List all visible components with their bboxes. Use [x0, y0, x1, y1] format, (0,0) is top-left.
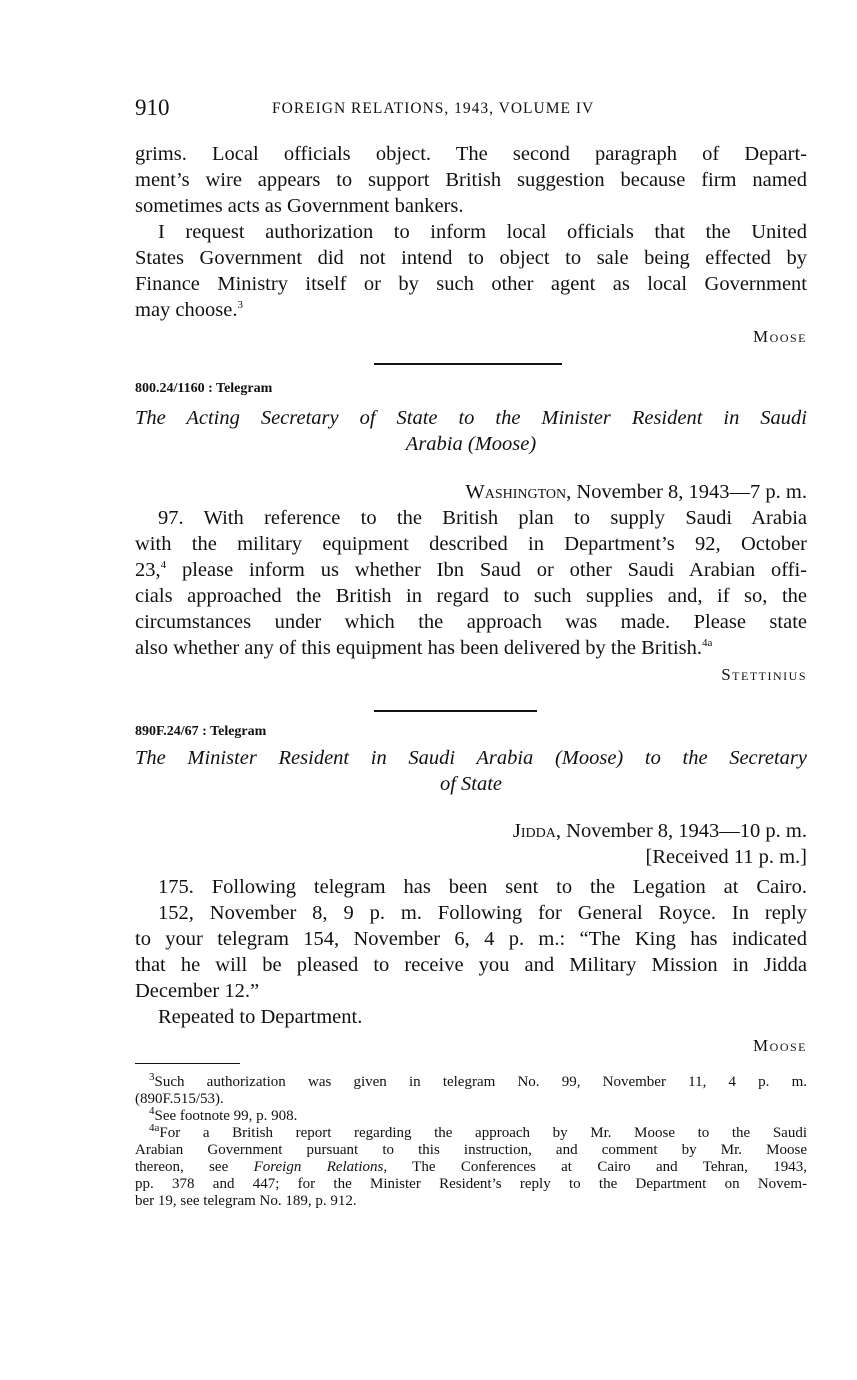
signature-stettinius: [135, 661, 807, 688]
footnote-4: [135, 1105, 807, 1125]
footnote-text: For a British report regarding the approach by Mr. Moose to the Saudi: [159, 1125, 807, 1141]
telegram-heading: [135, 745, 807, 797]
text-line: 175. Following telegram has been sent to the Legation at Cairo.: [158, 876, 807, 898]
section-continuation: [135, 141, 807, 350]
footnote-ref: 4: [160, 559, 167, 572]
text-span: may choose.: [135, 299, 238, 321]
footnote-mark: 4: [149, 1105, 155, 1117]
text-line: [135, 635, 807, 661]
received-line: [Received 11 p. m.]: [645, 846, 807, 868]
text-line: cials approached the British in regard to such supplies and, if so, the: [135, 585, 807, 607]
signature-moose: [135, 1032, 807, 1059]
text-span: please inform us whether Ibn Saud or other Saudi Arabian offi-: [166, 559, 807, 581]
footnote-text: See footnote 99, p. 908.: [154, 1108, 298, 1124]
footnote-4a: [135, 1122, 807, 1142]
file-id: 890F.24/67 : Telegram: [135, 724, 267, 739]
footnote-text: Arabian Government pursuant to this instruction, and comment by Mr. Moose: [135, 1142, 807, 1158]
footnote-3: [135, 1071, 807, 1091]
text-line: 97. With reference to the British plan to supply Saudi Arabia: [158, 507, 807, 529]
dateline: [135, 479, 807, 505]
signature-text: Stettinius: [721, 665, 807, 684]
text-line: [135, 297, 807, 323]
text-line: [135, 557, 807, 583]
footnote-mark: 3: [149, 1071, 155, 1083]
running-title: FOREIGN RELATIONS, 1943, VOLUME IV: [272, 100, 595, 117]
text-line: that he will be pleased to receive you and Military Mission in Jidda: [135, 954, 807, 976]
heading-line: The Acting Secretary of State to the Minister Resident in Saudi: [135, 407, 807, 429]
heading-line: of State: [439, 773, 503, 795]
section-divider: [374, 710, 537, 712]
signature-moose: [135, 323, 807, 350]
telegram-body: [135, 479, 807, 688]
text-line: Finance Ministry itself or by such other agent as local Government: [135, 273, 807, 295]
text-line: I request authorization to inform local officials that the United: [158, 221, 807, 243]
heading-line: Arabia (Moose): [405, 433, 537, 455]
signature-text: Moose: [753, 1036, 807, 1055]
footnote-span: thereon, see: [135, 1159, 254, 1175]
footnote-italic: Foreign Relations: [253, 1159, 384, 1175]
page-header: [135, 95, 807, 125]
text-line: circumstances under which the approach was made. Please state: [135, 611, 807, 633]
file-id: 800.24/1160 : Telegram: [135, 381, 273, 396]
footnote-text: [135, 1159, 807, 1176]
text-line: States Government did not intend to object to sale being effected by: [135, 247, 807, 269]
date: , November 8, 1943—7 p. m.: [566, 481, 807, 503]
footnote-ref: 3: [237, 299, 243, 312]
text-line: to your telegram 154, November 6, 4 p. m.: “The King has indicated: [135, 928, 807, 950]
place: Washington: [465, 481, 567, 503]
section-divider: [374, 363, 562, 365]
text-span: also whether any of this equipment has been delivered by the British.: [135, 637, 703, 659]
footnotes: [135, 1071, 807, 1210]
page-number: 910: [135, 95, 170, 120]
footnote-mark: 4a: [149, 1122, 160, 1134]
text-line: 152, November 8, 9 p. m. Following for General Royce. In reply: [158, 902, 807, 924]
signature-text: Moose: [753, 327, 807, 346]
footnote-rule: [135, 1063, 240, 1064]
telegram-body: [135, 818, 807, 1059]
footnote-text: pp. 378 and 447; for the Minister Resident’s reply to the Department on Novem-: [135, 1176, 807, 1192]
place: Jidda: [512, 820, 556, 842]
text-line: grims. Local officials object. The second paragraph of Depart-: [135, 143, 807, 165]
dateline: [135, 818, 807, 844]
text-span: 23,: [135, 559, 161, 581]
text-line: December 12.”: [135, 980, 260, 1002]
text-line: ment’s wire appears to support British suggestion because firm named: [135, 169, 807, 191]
footnote-text: ber 19, see telegram No. 189, p. 912.: [135, 1193, 357, 1209]
text-line: sometimes acts as Government bankers.: [135, 195, 464, 217]
text-line: Repeated to Department.: [158, 1006, 363, 1028]
footnote-text: Such authorization was given in telegram No. 99, November 11, 4 p. m.: [154, 1074, 807, 1090]
footnote-ref: 4a: [702, 637, 713, 650]
text-line: with the military equipment described in Department’s 92, October: [135, 533, 807, 555]
heading-line: The Minister Resident in Saudi Arabia (Moose) to the Secretary: [135, 747, 807, 769]
footnote-text: (890F.515/53).: [135, 1091, 224, 1107]
footnote-span: , The Conferences at Cairo and Tehran, 1943,: [383, 1159, 807, 1175]
date: , November 8, 1943—10 p. m.: [555, 820, 807, 842]
telegram-heading: [135, 405, 807, 457]
